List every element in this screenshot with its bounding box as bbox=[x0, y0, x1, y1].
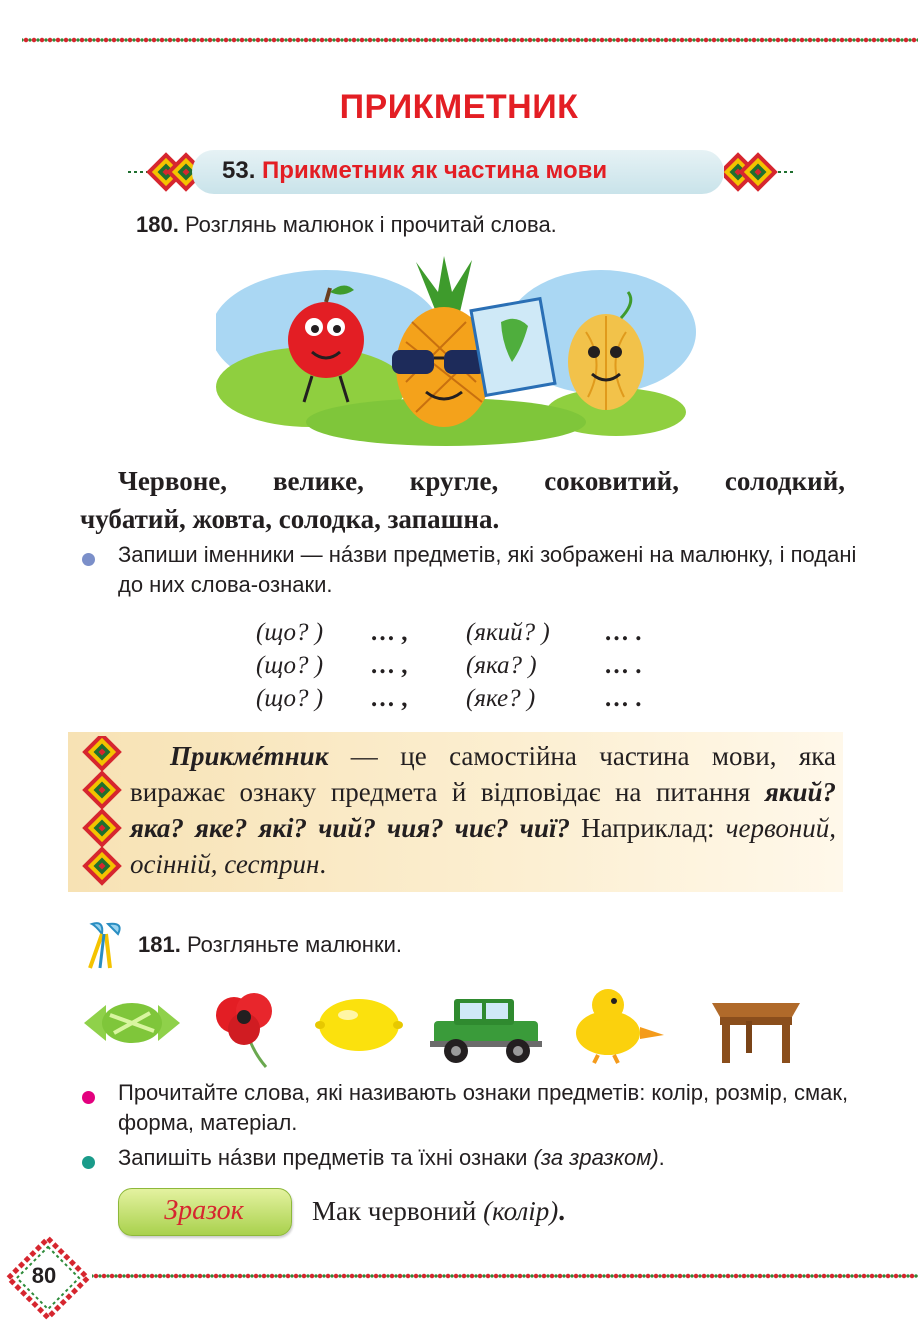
page-title: ПРИКМЕТНИК bbox=[339, 88, 579, 126]
table-icon bbox=[706, 987, 806, 1065]
rule-text bbox=[130, 738, 836, 882]
rule-term: Прикмéтник bbox=[170, 741, 329, 771]
lemon-icon bbox=[314, 995, 404, 1055]
task-end: . bbox=[658, 1145, 665, 1170]
bottom-ornament-border bbox=[92, 1272, 918, 1280]
exercise-180-heading bbox=[136, 210, 557, 240]
exercise-181-task-2 bbox=[118, 1143, 665, 1173]
rule-definition: — це самостійна частина мови, яка виражає ознаку предмета й відповідає на питання bbox=[130, 741, 836, 807]
top-ornament-border bbox=[22, 36, 918, 44]
adjective-question: (яка? ) bbox=[466, 652, 537, 679]
adjective-question: (який? ) bbox=[466, 619, 550, 646]
fruit-characters-illustration bbox=[216, 252, 696, 448]
sample-label: Зразок bbox=[164, 1195, 244, 1226]
task-hint: (за зразком) bbox=[533, 1145, 659, 1170]
page-number: 80 bbox=[31, 1263, 57, 1288]
exercise-181-heading bbox=[138, 930, 402, 960]
answer-placeholder: … . bbox=[604, 685, 642, 712]
sample-words: Мак червоний bbox=[312, 1196, 484, 1226]
answer-placeholder: … . bbox=[604, 619, 642, 646]
duckling-icon bbox=[568, 985, 668, 1065]
jeep-icon bbox=[426, 991, 546, 1065]
rule-examples: червоний, осінній, сестрин bbox=[130, 813, 836, 879]
sample-attribute: (колір) bbox=[483, 1196, 559, 1226]
reading-text bbox=[80, 462, 845, 538]
exercise-number: 180. bbox=[136, 212, 179, 237]
left-ornament-icon bbox=[128, 142, 198, 202]
rule-questions: який? яка? яке? які? чий? чия? чиє? чиї? bbox=[130, 777, 836, 843]
answer-placeholder: … , bbox=[370, 652, 408, 679]
rule-example-intro: Наприклад: bbox=[570, 813, 726, 843]
noun-question: (що? ) bbox=[256, 652, 324, 679]
answer-placeholder: … , bbox=[370, 685, 408, 712]
exercise-number: 181. bbox=[138, 932, 181, 957]
exercise-181-task-1: Прочитайте слова, які називають ознаки предметів: колір, розмір, смак, форма, матеріал. bbox=[118, 1080, 849, 1135]
adjective-question: (яке? ) bbox=[466, 685, 536, 712]
ribbon-icon bbox=[78, 918, 130, 974]
circle-bullet-icon bbox=[82, 1156, 95, 1169]
task-text: Запишіть нáзви предметів та їхні ознаки bbox=[118, 1145, 534, 1170]
rule-end: . bbox=[319, 849, 327, 879]
noun-question: (що? ) bbox=[256, 685, 324, 712]
noun-question: (що? ) bbox=[256, 619, 324, 646]
right-ornament-icon bbox=[724, 142, 794, 202]
exercise-180-task: Запиши іменники — нáзви предметів, які зображені на малюнку, і подані до них слова-ознаки. bbox=[118, 542, 857, 597]
circle-bullet-icon bbox=[82, 1091, 95, 1104]
poppy-icon bbox=[204, 985, 284, 1070]
object-pictures bbox=[80, 985, 860, 1070]
exercise-instruction: Розгляньте малюнки. bbox=[186, 932, 402, 957]
reading-line-1: Червоне, велике, кругле, соковитий, солодкий, bbox=[118, 466, 845, 496]
lesson-heading bbox=[222, 155, 607, 187]
circle-bullet-icon bbox=[82, 553, 95, 566]
lesson-name: Прикметник як частина мови bbox=[262, 157, 608, 184]
answer-placeholder: … . bbox=[604, 652, 642, 679]
sample-text bbox=[312, 1194, 565, 1228]
candy-icon bbox=[80, 993, 184, 1053]
reading-line-2: чубатий, жовта, солодка, запашна. bbox=[80, 504, 500, 534]
answer-placeholder: … , bbox=[370, 619, 408, 646]
rule-ornament-icon bbox=[80, 736, 124, 886]
lesson-number: 53. bbox=[222, 157, 256, 184]
sample-end: . bbox=[558, 1196, 566, 1226]
exercise-instruction: Розглянь малюнок і прочитай слова. bbox=[184, 212, 557, 237]
